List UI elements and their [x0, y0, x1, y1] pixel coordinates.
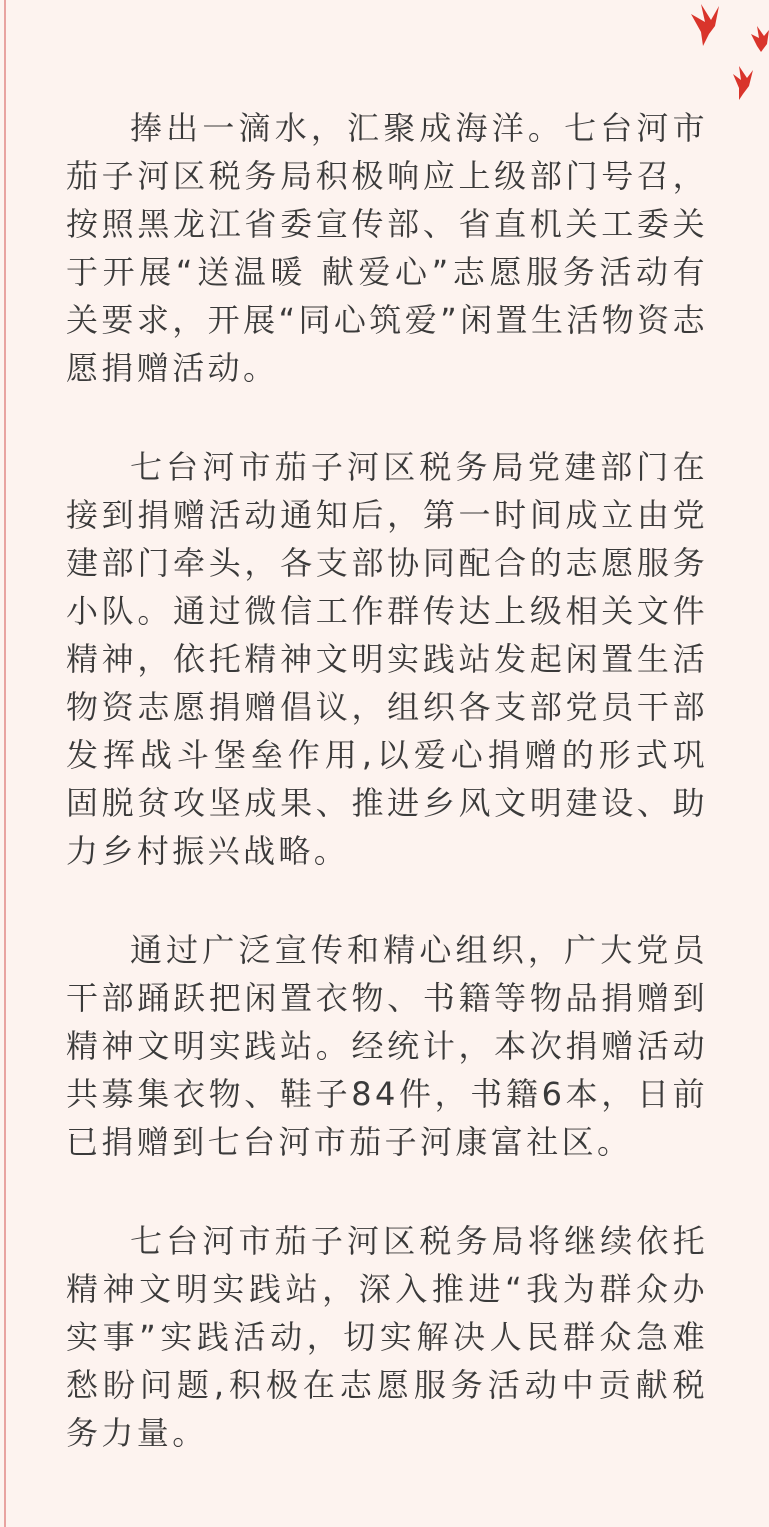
paragraph-1: 捧出一滴水，汇聚成海洋。七台河市茄子河区税务局积极响应上级部门号召，按照黑龙江省委宣传部、省直机关工委关于开展“送温暖 献爱心”志愿服务活动有关要求，开展“同心筑爱”闲置生活物资志愿捐赠活动。 — [66, 109, 708, 387]
article-body — [66, 104, 708, 1457]
left-border-line — [4, 0, 6, 1527]
red-birds-icon — [639, 0, 769, 110]
paragraph-4: 七台河市茄子河区税务局将继续依托精神文明实践站，深入推进“我为群众办实事”实践活动，切实解决人民群众急难愁盼问题,积极在志愿服务活动中贡献税务力量。 — [66, 1222, 708, 1452]
paragraph-3: 通过广泛宣传和精心组织，广大党员干部踊跃把闲置衣物、书籍等物品捐赠到精神文明实践站。经统计，本次捐赠活动共募集衣物、鞋子84件，书籍6本，日前已捐赠到七台河市茄子河康富社区。 — [66, 931, 708, 1161]
paragraph-2: 七台河市茄子河区税务局党建部门在接到捐赠活动通知后，第一时间成立由党建部门牵头，各支部协同配合的志愿服务小队。通过微信工作群传达上级相关文件精神，依托精神文明实践站发起闲置生活物资志愿捐赠倡议，组织各支部党员干部发挥战斗堡垒作用,以爱心捐赠的形式巩固脱贫攻坚成果、推进乡风文明建设、助力乡村振兴战略。 — [66, 448, 708, 870]
